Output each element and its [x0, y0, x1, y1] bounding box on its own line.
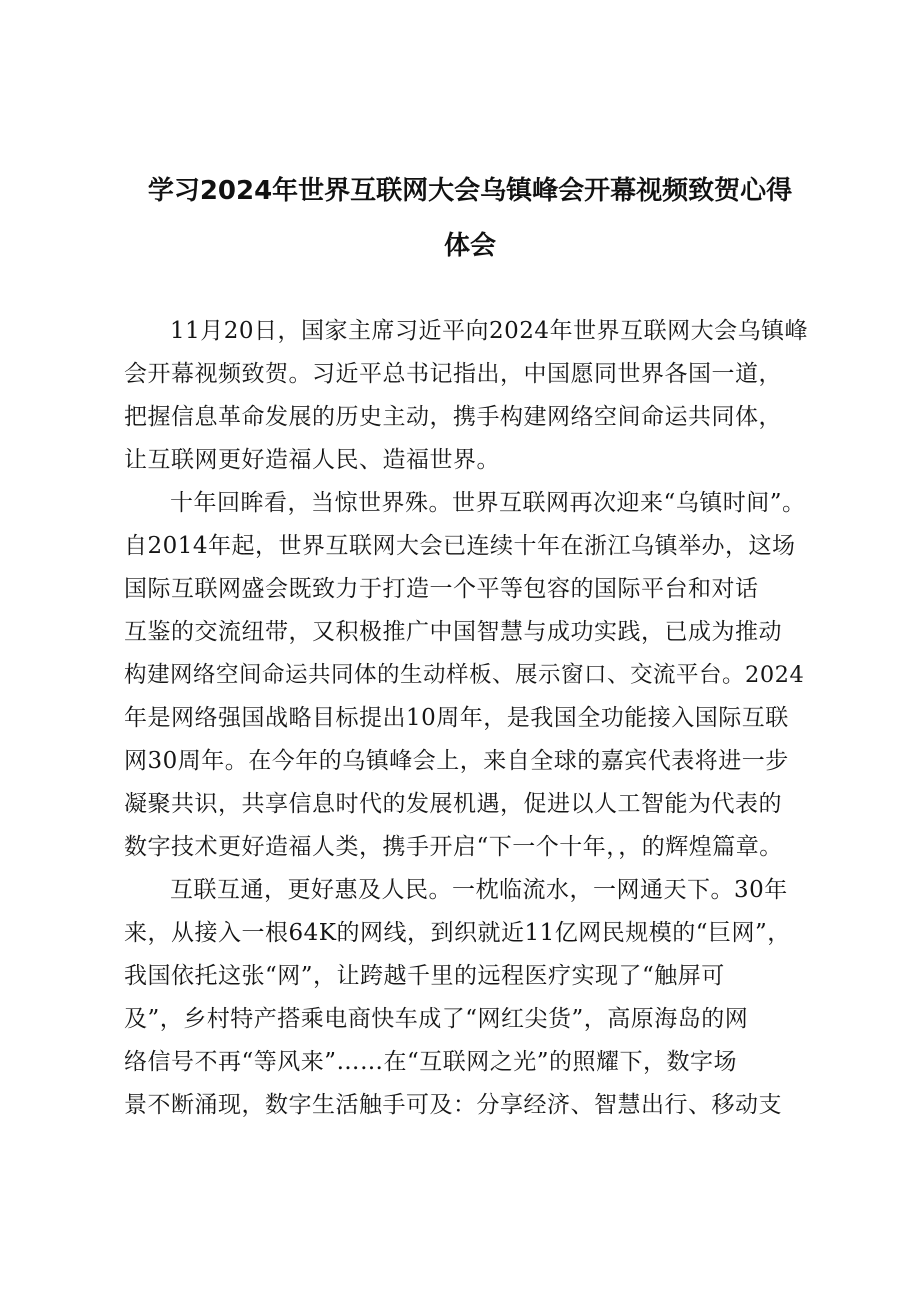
body-line: 数字技术更好造福人类，携手开启“下一个十年，，的辉煌篇章。 — [124, 834, 783, 860]
body-line: 年是网络强国战略目标提出10周年，是我国全功能接入国际互联 — [124, 705, 789, 731]
body-line: 自2014年起，世界互联网大会已连续十年在浙江乌镇举办，这场 — [124, 533, 796, 559]
body-line: 网30周年。在今年的乌镇峰会上，来自全球的嘉宾代表将进一步 — [124, 748, 789, 774]
body-line: 来，从接入一根64K的网线，到织就近11亿网民规模的“巨网”， — [124, 920, 791, 946]
body-line: 景不断涌现，数字生活触手可及：分享经济、智慧出行、移动支 — [124, 1092, 782, 1118]
body-line: 络信号不再“等风来”……在“互联网之光”的照耀下，数字场 — [124, 1049, 738, 1075]
body-line: 让互联网更好造福人民、造福世界。 — [124, 447, 500, 473]
body-line: 我国依托这张“网”，让跨越千里的远程医疗实现了“触屏可 — [124, 963, 725, 989]
body-line: 构建网络空间命运共同体的生动样板、展示窗口、交流平台。2024 — [124, 662, 805, 688]
body-line: 11月20日，国家主席习近平向2024年世界互联网大会乌镇峰 — [170, 318, 809, 344]
document-title-line-2: 体会 — [443, 231, 496, 261]
body-line: 互鉴的交流纽带，又积极推广中国智慧与成功实践，已成为推动 — [124, 619, 782, 645]
body-line: 会开幕视频致贺。习近平总书记指出，中国愿同世界各国一道， — [124, 361, 782, 387]
body-line: 十年回眸看，当惊世界殊。世界互联网再次迎来“乌镇时间”。 — [170, 490, 806, 516]
body-line: 凝聚共识，共享信息时代的发展机遇，促进以人工智能为代表的 — [124, 791, 782, 817]
document-title-line-1: 学习2024年世界互联网大会乌镇峰会开幕视频致贺心得 — [147, 176, 793, 206]
body-line: 及”，乡村特产搭乘电商快车成了“网红尖货”，高原海岛的网 — [124, 1006, 749, 1032]
body-line: 国际互联网盛会既致力于打造一个平等包容的国际平台和对话 — [124, 576, 759, 602]
body-line: 把握信息革命发展的历史主动，携手构建网络空间命运共同体， — [124, 404, 782, 430]
body-line: 互联互通，更好惠及人民。一枕临流水，一网通天下。30年 — [170, 877, 788, 903]
